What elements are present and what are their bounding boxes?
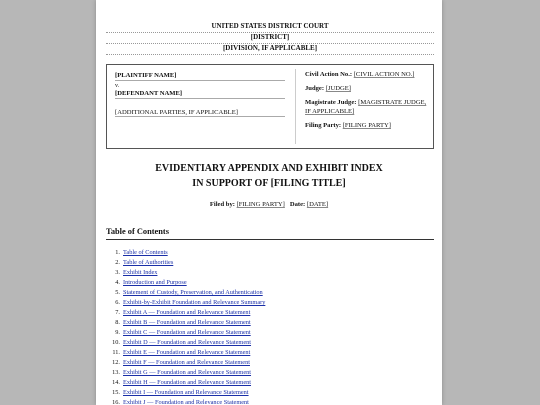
toc-item-number: 15. <box>112 389 120 396</box>
toc-item <box>110 378 265 388</box>
toc-item-number: 8. <box>115 319 120 326</box>
toc-item-number: 9. <box>115 329 120 336</box>
case-caption-box <box>106 64 434 149</box>
toc-item <box>110 308 265 318</box>
toc-item <box>110 338 265 348</box>
toc-item-link[interactable]: Table of Authorities <box>123 259 174 266</box>
filed-by-label: Filed by: <box>209 201 235 208</box>
civil-action-field <box>305 71 427 79</box>
magistrate-field <box>305 99 427 115</box>
toc-item-link[interactable]: Exhibit-by-Exhibit Foundation and Relevance Summary <box>123 299 266 306</box>
filed-by-line <box>106 201 432 208</box>
toc-item-link[interactable]: Exhibit J — Foundation and Relevance Statement <box>123 399 249 405</box>
plaintiff-name: [PLAINTIFF NAME] <box>115 72 285 81</box>
filing-party-field <box>305 122 427 130</box>
toc-item-number: 14. <box>112 379 120 386</box>
toc-item-link[interactable]: Exhibit C — Foundation and Relevance Statement <box>123 329 251 336</box>
toc-list <box>110 248 265 405</box>
document-title <box>106 162 432 191</box>
toc-item <box>110 368 265 378</box>
toc-item-number: 2. <box>115 259 120 266</box>
toc-item-link[interactable]: Exhibit A — Foundation and Relevance Statement <box>123 309 251 316</box>
judge-label: Judge: <box>305 85 325 93</box>
versus-label: v. <box>115 83 120 89</box>
toc-item-number: 6. <box>115 299 120 306</box>
toc-heading: Table of Contents <box>106 227 434 240</box>
toc-item-link[interactable]: Exhibit Index <box>123 269 158 276</box>
toc-item-number: 16. <box>112 399 120 405</box>
filed-by-value: [FILING PARTY] <box>236 201 285 208</box>
toc-item-link[interactable]: Exhibit D — Foundation and Relevance Statement <box>123 339 252 346</box>
toc-item <box>110 388 265 398</box>
court-division: [DIVISION, IF APPLICABLE] <box>106 44 434 55</box>
judge-field <box>305 85 427 93</box>
civil-action-label: Civil Action No.: <box>305 71 353 78</box>
toc-item <box>110 318 265 328</box>
toc-item-number: 10. <box>112 339 120 346</box>
toc-item-link[interactable]: Exhibit F — Foundation and Relevance Statement <box>123 359 250 366</box>
toc-item <box>110 348 265 358</box>
title-line-1: EVIDENTIARY APPENDIX AND EXHIBIT INDEX <box>155 163 383 174</box>
toc-item-number: 1. <box>115 249 120 256</box>
toc-item <box>110 268 265 278</box>
toc-item <box>110 288 265 298</box>
toc-item-number: 3. <box>115 269 120 276</box>
magistrate-value: [MAGISTRATE JUDGE, IF APPLICABLE] <box>305 99 427 115</box>
toc-item-number: 13. <box>112 369 120 376</box>
toc-item <box>110 258 265 268</box>
civil-action-value: [CIVIL ACTION NO.] <box>353 71 415 78</box>
caption-parties <box>115 72 285 117</box>
toc-item <box>110 278 265 288</box>
caption-divider <box>295 69 296 144</box>
document-page <box>96 0 442 405</box>
toc-item-link[interactable]: Exhibit B — Foundation and Relevance Statement <box>123 319 251 326</box>
toc-item-link[interactable]: Exhibit E — Foundation and Relevance Statement <box>123 349 251 356</box>
additional-parties: [ADDITIONAL PARTIES, IF APPLICABLE] <box>115 109 285 117</box>
caption-case-info <box>305 71 427 136</box>
toc-item-number: 5. <box>115 289 120 296</box>
toc-item-number: 12. <box>112 359 120 366</box>
court-name: UNITED STATES DISTRICT COURT <box>106 22 434 33</box>
toc-item-number: 11. <box>112 349 120 356</box>
magistrate-label: Magistrate Judge: <box>305 99 357 107</box>
defendant-name: [DEFENDANT NAME] <box>115 90 285 99</box>
court-district: [DISTRICT] <box>106 33 434 44</box>
toc-item <box>110 328 265 338</box>
date-value: [DATE] <box>306 201 329 208</box>
toc-item <box>110 358 265 368</box>
toc-item-link[interactable]: Statement of Custody, Preservation, and Authentication <box>123 289 263 296</box>
toc-item-link[interactable]: Exhibit I — Foundation and Relevance Statement <box>123 389 249 396</box>
toc-item-number: 7. <box>115 309 120 316</box>
title-line-2: IN SUPPORT OF [FILING TITLE] <box>192 177 346 189</box>
filing-party-value: [FILING PARTY] <box>342 121 391 129</box>
date-label: Date: <box>289 201 306 208</box>
toc-item <box>110 248 265 258</box>
toc-item-number: 4. <box>115 279 120 286</box>
judge-value: [JUDGE] <box>325 85 351 93</box>
toc-item-link[interactable]: Exhibit G — Foundation and Relevance Statement <box>123 369 252 376</box>
toc-item-link[interactable]: Exhibit H — Foundation and Relevance Statement <box>123 379 252 386</box>
filing-party-label: Filing Party: <box>305 121 342 129</box>
court-header <box>106 22 434 55</box>
toc-item-link[interactable]: Introduction and Purpose <box>123 279 187 286</box>
toc-item-link[interactable]: Table of Contents <box>123 249 168 256</box>
toc-item <box>110 298 265 308</box>
toc-item <box>110 398 265 405</box>
